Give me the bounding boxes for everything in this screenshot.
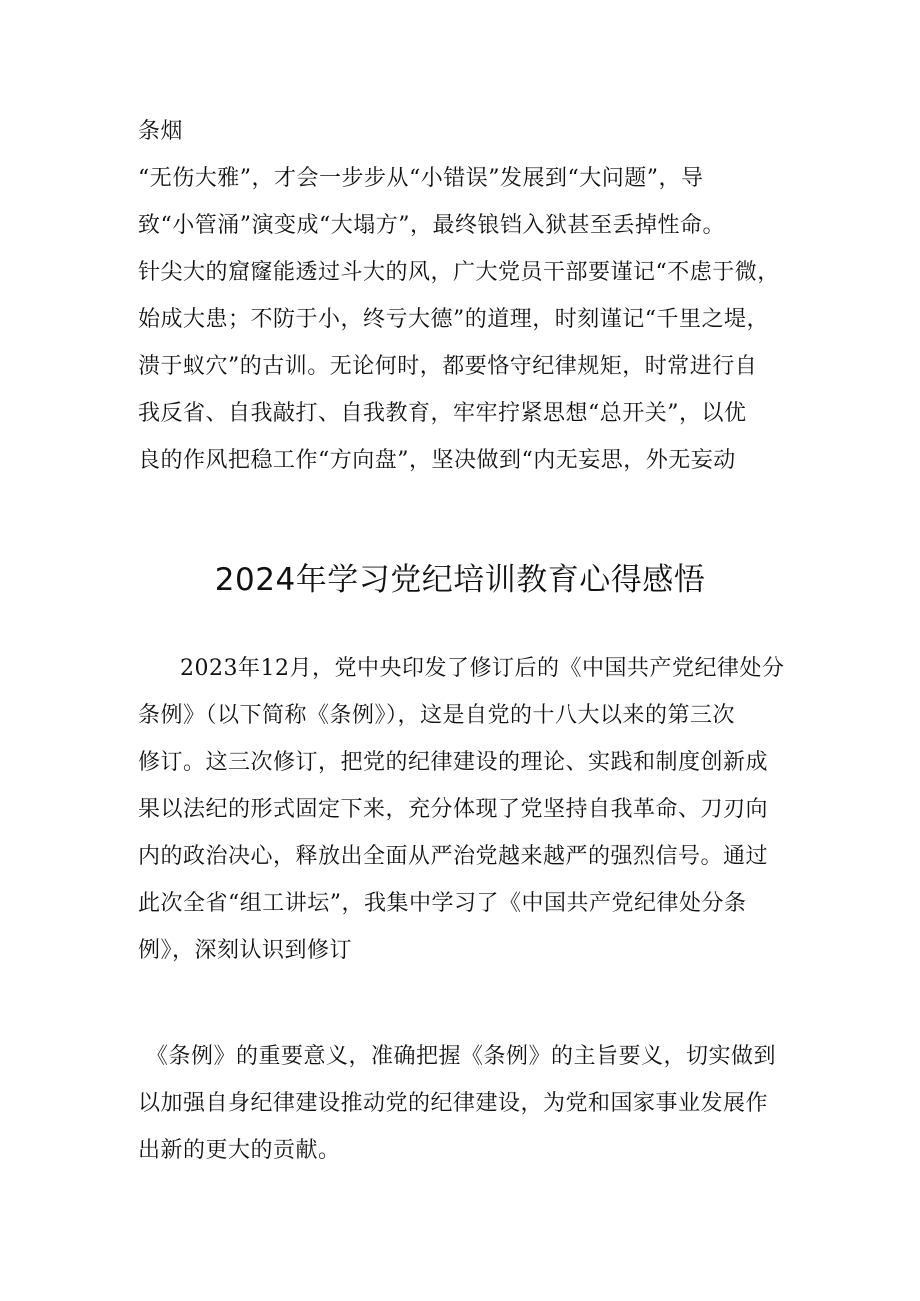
body-line: 果以法纪的形式固定下来，充分体现了党坚持自我革命、刀刃向 <box>138 797 769 822</box>
body-line: 溃于蚁穴”的古训。无论何时，都要恪守纪律规矩，时常进行自 <box>138 354 758 379</box>
body-line: “无伤大雅”，才会一步步从“小错误”发展到“大问题”，导 <box>138 166 704 191</box>
body-line: 此次全省“组工讲坛”，我集中学习了《中国共产党纪律处分条 <box>138 891 747 916</box>
body-line: 良的作风把稳工作“方向盘”，坚决做到“内无妄思，外无妄动 <box>138 448 736 473</box>
page-title: 2024年学习党纪培训教育心得感悟 <box>214 562 706 598</box>
body-line: 以加强自身纪律建设推动党的纪律建设，为党和国家事业发展作 <box>138 1091 769 1116</box>
body-line: 出新的更大的贡献。 <box>138 1138 341 1163</box>
body-line: 内的政治决心，释放出全面从严治党越来越严的强烈信号。通过 <box>138 844 769 869</box>
body-line: 《条例》的重要意义，准确把握《条例》的主旨要义，切实做到 <box>146 1044 777 1069</box>
body-line: 针尖大的窟窿能透过斗大的风，广大党员干部要谨记“不虑于微， <box>138 260 780 285</box>
body-line: 修订。这三次修订，把党的纪律建设的理论、实践和制度创新成 <box>138 750 769 775</box>
body-line: 条例》（以下简称《条例》），这是自党的十八大以来的第三次 <box>138 703 736 728</box>
body-line: 例》，深刻认识到修订 <box>138 938 353 963</box>
body-line: 始成大患；不防于小，终亏大德”的道理，时刻谨记“千里之堤， <box>138 307 769 332</box>
body-line: 2023年12月，党中央印发了修订后的《中国共产党纪律处分 <box>180 656 785 681</box>
body-line: 我反省、自我敲打、自我教育，牢牢拧紧思想“总开关”，以优 <box>138 401 747 426</box>
body-line: 致“小管涌”演变成“大塌方”，最终锒铛入狱甚至丢掉性命。 <box>138 213 725 238</box>
body-line: 条烟 <box>138 119 184 144</box>
